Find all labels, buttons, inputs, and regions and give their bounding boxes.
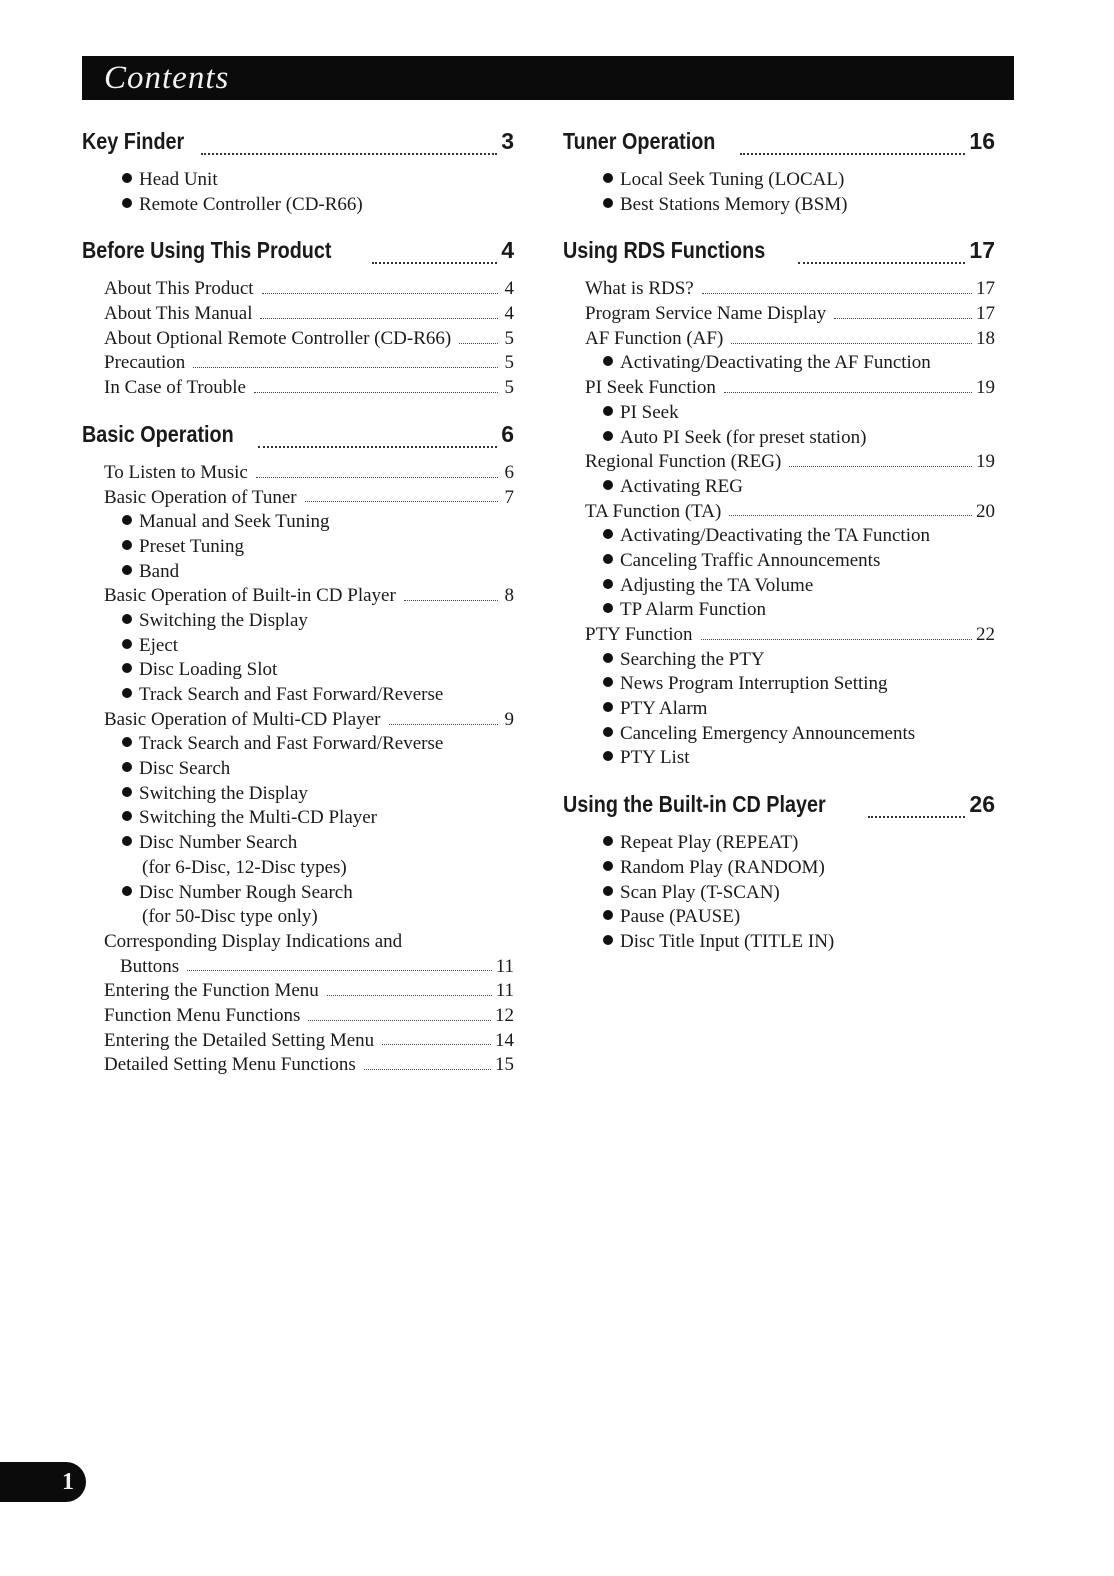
subitem-text: Switching the Display xyxy=(139,782,308,804)
bullet-icon xyxy=(603,653,613,663)
subitem-text: Disc Number Search xyxy=(139,832,298,854)
subitem-text: Disc Search xyxy=(139,758,231,780)
bullet-icon xyxy=(122,565,132,575)
toc-entry[interactable] xyxy=(563,500,995,525)
contents-header-bar xyxy=(82,56,1014,100)
page-number: 1 xyxy=(62,1469,74,1495)
subitem-text: Switching the Display xyxy=(139,609,308,631)
entry-page-number: 4 xyxy=(504,303,514,325)
bullet-icon xyxy=(603,554,613,564)
subitem-text: Scan Play (T-SCAN) xyxy=(620,881,780,903)
dot-leader xyxy=(308,1020,491,1021)
toc-entry[interactable] xyxy=(82,930,514,955)
toc-subitem xyxy=(82,732,514,757)
toc-subitem xyxy=(82,881,514,906)
dot-leader xyxy=(868,816,965,818)
dot-leader xyxy=(201,153,497,155)
section-title: Using RDS Functions xyxy=(563,237,766,264)
entry-page-number: 17 xyxy=(976,303,995,325)
toc-entry[interactable] xyxy=(82,327,514,352)
section-page-number: 16 xyxy=(969,128,995,154)
toc-subitem xyxy=(82,193,514,218)
subitem-text: PI Seek xyxy=(620,401,679,423)
toc-subitem xyxy=(82,609,514,634)
entry-page-number: 19 xyxy=(976,451,995,473)
toc-subitem xyxy=(563,856,995,881)
toc-entry[interactable] xyxy=(82,979,514,1004)
toc-subitem xyxy=(563,905,995,930)
bullet-icon xyxy=(122,688,132,698)
entry-page-number: 4 xyxy=(504,278,514,300)
toc-subitem xyxy=(563,168,995,193)
toc-entry[interactable] xyxy=(82,584,514,609)
toc-entry[interactable] xyxy=(82,708,514,733)
toc-column-right xyxy=(563,128,995,975)
entry-page-number: 11 xyxy=(495,955,514,977)
entry-title: AF Function (AF) xyxy=(585,327,724,349)
toc-section xyxy=(82,237,514,400)
entry-title: PTY Function xyxy=(585,624,693,645)
bullet-icon xyxy=(603,935,613,945)
bullet-icon xyxy=(603,356,613,366)
dot-leader xyxy=(731,343,972,344)
section-title: Using the Built-in CD Player xyxy=(563,791,826,818)
section-heading[interactable] xyxy=(82,237,514,277)
bullet-icon xyxy=(122,836,132,846)
dot-leader xyxy=(382,1044,491,1045)
dot-leader xyxy=(798,262,965,264)
bullet-icon xyxy=(603,198,613,208)
dot-leader xyxy=(256,477,498,478)
subitem-text: Head Unit xyxy=(139,169,218,190)
dot-leader xyxy=(702,293,972,294)
subitem-text: Local Seek Tuning (LOCAL) xyxy=(620,169,845,190)
toc-entry[interactable] xyxy=(82,376,514,401)
toc-entry[interactable] xyxy=(82,302,514,327)
subitem-text: Disc Title Input (TITLE IN) xyxy=(620,930,835,952)
dot-leader xyxy=(193,367,498,368)
section-page-number: 17 xyxy=(969,237,995,264)
subitem-text: Eject xyxy=(139,634,179,656)
entry-title: Program Service Name Display xyxy=(585,303,827,325)
section-heading[interactable] xyxy=(563,237,995,277)
subitem-text: Switching the Multi-CD Player xyxy=(139,807,378,829)
subitem-text: Track Search and Fast Forward/Reverse xyxy=(139,684,444,705)
page-title: Contents xyxy=(104,60,230,96)
entry-title: In Case of Trouble xyxy=(104,377,246,399)
dot-leader xyxy=(701,639,973,640)
dot-leader xyxy=(254,392,498,393)
section-title: Key Finder xyxy=(82,128,185,154)
toc-entry[interactable] xyxy=(82,351,514,376)
entry-page-number: 19 xyxy=(976,377,995,399)
entry-page-number: 14 xyxy=(495,1029,514,1051)
toc-entry[interactable] xyxy=(563,277,995,302)
bullet-icon xyxy=(122,173,132,183)
toc-subitem xyxy=(563,193,995,218)
bullet-icon xyxy=(603,727,613,737)
toc-column-left xyxy=(82,128,514,1098)
section-heading[interactable] xyxy=(563,791,995,831)
subitem-text: Pause (PAUSE) xyxy=(620,906,741,928)
entry-page-number: 5 xyxy=(504,327,514,349)
toc-subitem xyxy=(563,426,995,451)
toc-entry[interactable] xyxy=(82,486,514,511)
entry-page-number: 17 xyxy=(976,278,995,300)
subitem-text: News Program Interruption Setting xyxy=(620,673,888,695)
toc-subitem xyxy=(563,831,995,856)
dot-leader xyxy=(404,600,498,601)
toc-entry[interactable] xyxy=(82,461,514,486)
toc-entry[interactable] xyxy=(82,1004,514,1029)
entry-page-number: 7 xyxy=(504,486,514,508)
toc-section xyxy=(82,421,514,1078)
bullet-icon xyxy=(122,737,132,747)
bullet-icon xyxy=(122,663,132,673)
dot-leader xyxy=(459,343,498,344)
entry-page-number: 22 xyxy=(976,624,995,645)
toc-section xyxy=(563,237,995,771)
dot-leader xyxy=(364,1069,491,1070)
bullet-icon xyxy=(603,406,613,416)
toc-section xyxy=(563,128,995,217)
toc-subitem xyxy=(563,351,995,376)
bullet-icon xyxy=(603,886,613,896)
toc-subitem xyxy=(563,549,995,574)
entry-title: Entering the Function Menu xyxy=(104,980,319,1002)
subitem-text: Disc Number Rough Search xyxy=(139,881,353,903)
toc-subitem xyxy=(82,535,514,560)
bullet-icon xyxy=(122,639,132,649)
entry-title: Entering the Detailed Setting Menu xyxy=(104,1029,375,1051)
bullet-icon xyxy=(603,861,613,871)
dot-leader xyxy=(729,515,972,516)
toc-subitem xyxy=(82,560,514,585)
toc-entry[interactable] xyxy=(82,955,514,980)
subitem-text: Canceling Emergency Announcements xyxy=(620,722,916,744)
toc-entry[interactable] xyxy=(563,623,995,648)
toc-subitem xyxy=(82,683,514,708)
toc-subitem xyxy=(82,168,514,193)
entry-title: PI Seek Function xyxy=(585,377,716,399)
toc-section xyxy=(82,128,514,217)
bullet-icon xyxy=(122,886,132,896)
page-number-tab xyxy=(0,1462,86,1502)
subitem-text: Random Play (RANDOM) xyxy=(620,856,825,878)
entry-title: Precaution xyxy=(104,352,186,374)
toc-subitem xyxy=(82,831,514,856)
toc-subitem-continued: (for 50-Disc type only) xyxy=(142,906,318,928)
dot-leader xyxy=(724,392,972,393)
dot-leader xyxy=(834,318,972,319)
subitem-text: Searching the PTY xyxy=(620,648,765,670)
subitem-text: Adjusting the TA Volume xyxy=(620,574,814,596)
section-page-number: 26 xyxy=(969,791,995,818)
toc-subitem xyxy=(563,598,995,623)
section-heading[interactable] xyxy=(82,128,514,168)
bullet-icon xyxy=(122,515,132,525)
entry-title: Buttons xyxy=(120,955,180,977)
subitem-text: Preset Tuning xyxy=(139,535,245,557)
dot-leader xyxy=(262,293,498,294)
dot-leader xyxy=(389,724,498,725)
entry-title: About Optional Remote Controller (CD-R66) xyxy=(104,327,452,349)
section-page-number: 3 xyxy=(501,128,514,154)
toc-section xyxy=(563,791,995,954)
toc-subitem-continued: (for 6-Disc, 12-Disc types) xyxy=(142,856,347,878)
toc-subitem xyxy=(563,930,995,955)
entry-title: About This Product xyxy=(104,278,254,300)
toc-subitem xyxy=(563,574,995,599)
entry-title: About This Manual xyxy=(104,303,253,325)
entry-title: Corresponding Display Indications and xyxy=(104,930,403,952)
entry-page-number: 20 xyxy=(976,500,995,522)
subitem-text: Best Stations Memory (BSM) xyxy=(620,193,848,215)
subitem-text: Manual and Seek Tuning xyxy=(139,511,330,533)
entry-title: TA Function (TA) xyxy=(585,500,722,522)
dot-leader xyxy=(260,318,498,319)
toc-subitem xyxy=(82,757,514,782)
section-page-number: 6 xyxy=(501,420,514,447)
bullet-icon xyxy=(603,603,613,613)
entry-page-number: 6 xyxy=(504,461,514,483)
subitem-text: Remote Controller (CD-R66) xyxy=(139,193,363,215)
entry-page-number: 18 xyxy=(976,327,995,349)
toc-subitem xyxy=(563,881,995,906)
dot-leader xyxy=(327,995,492,996)
section-title: Before Using This Product xyxy=(82,237,332,264)
toc-entry[interactable] xyxy=(82,1029,514,1054)
toc-subitem xyxy=(563,648,995,673)
toc-subitem xyxy=(563,524,995,549)
entry-page-number: 15 xyxy=(495,1054,514,1076)
bullet-icon xyxy=(122,787,132,797)
bullet-icon xyxy=(122,198,132,208)
entry-page-number: 5 xyxy=(504,352,514,374)
dot-leader xyxy=(305,501,498,502)
entry-page-number: 8 xyxy=(504,585,514,607)
toc-entry[interactable] xyxy=(82,277,514,302)
bullet-icon xyxy=(603,529,613,539)
bullet-icon xyxy=(603,910,613,920)
subitem-text: Disc Loading Slot xyxy=(139,659,278,681)
dot-leader xyxy=(740,153,965,155)
subitem-text: Auto PI Seek (for preset station) xyxy=(620,426,867,448)
subitem-text: Activating/Deactivating the AF Function xyxy=(620,352,931,374)
entry-title: Regional Function (REG) xyxy=(585,451,782,473)
entry-title: Basic Operation of Multi-CD Player xyxy=(104,708,381,730)
subitem-text: Repeat Play (REPEAT) xyxy=(620,832,799,854)
bullet-icon xyxy=(122,811,132,821)
toc-entry[interactable] xyxy=(563,327,995,352)
entry-title: Basic Operation of Built-in CD Player xyxy=(104,585,396,607)
toc-entry[interactable] xyxy=(563,376,995,401)
toc-subitem xyxy=(82,658,514,683)
entry-page-number: 5 xyxy=(504,377,514,399)
toc-subitem xyxy=(563,746,995,771)
toc-subitem xyxy=(82,782,514,807)
section-heading[interactable] xyxy=(82,421,514,461)
subitem-text: Track Search and Fast Forward/Reverse xyxy=(139,733,444,755)
dot-leader xyxy=(187,970,492,971)
bullet-icon xyxy=(122,614,132,624)
subitem-text: Activating REG xyxy=(620,475,743,497)
section-title: Basic Operation xyxy=(82,420,234,447)
toc-entry[interactable] xyxy=(82,1053,514,1078)
toc-entry[interactable] xyxy=(563,302,995,327)
subitem-text: Band xyxy=(139,560,180,582)
bullet-icon xyxy=(122,762,132,772)
toc-subitem xyxy=(82,510,514,535)
section-page-number: 4 xyxy=(501,237,514,264)
toc-subitem xyxy=(82,634,514,659)
bullet-icon xyxy=(603,751,613,761)
toc-subitem xyxy=(563,672,995,697)
entry-title: What is RDS? xyxy=(585,278,694,300)
bullet-icon xyxy=(603,431,613,441)
toc-subitem xyxy=(563,475,995,500)
dot-leader xyxy=(789,466,972,467)
dot-leader xyxy=(372,262,497,264)
dot-leader xyxy=(258,446,497,448)
toc-subitem xyxy=(563,697,995,722)
entry-title: Basic Operation of Tuner xyxy=(104,486,297,508)
bullet-icon xyxy=(122,540,132,550)
toc-subitem xyxy=(563,401,995,426)
toc-subitem xyxy=(82,806,514,831)
toc-subitem xyxy=(563,722,995,747)
entry-page-number: 9 xyxy=(504,708,514,730)
section-heading[interactable] xyxy=(563,128,995,168)
entry-page-number: 11 xyxy=(495,980,514,1002)
subitem-text: Canceling Traffic Announcements xyxy=(620,549,881,571)
bullet-icon xyxy=(603,480,613,490)
entry-page-number: 12 xyxy=(495,1004,514,1026)
entry-title: Function Menu Functions xyxy=(104,1004,301,1026)
subitem-text: TP Alarm Function xyxy=(620,599,767,621)
bullet-icon xyxy=(603,836,613,846)
subitem-text: Activating/Deactivating the TA Function xyxy=(620,525,930,547)
section-title: Tuner Operation xyxy=(563,128,716,154)
subitem-text: PTY Alarm xyxy=(620,698,708,720)
bullet-icon xyxy=(603,173,613,183)
subitem-text: PTY List xyxy=(620,747,690,769)
bullet-icon xyxy=(603,677,613,687)
bullet-icon xyxy=(603,579,613,589)
bullet-icon xyxy=(603,702,613,712)
toc-entry[interactable] xyxy=(563,450,995,475)
entry-title: Detailed Setting Menu Functions xyxy=(104,1054,356,1076)
entry-title: To Listen to Music xyxy=(104,461,248,483)
